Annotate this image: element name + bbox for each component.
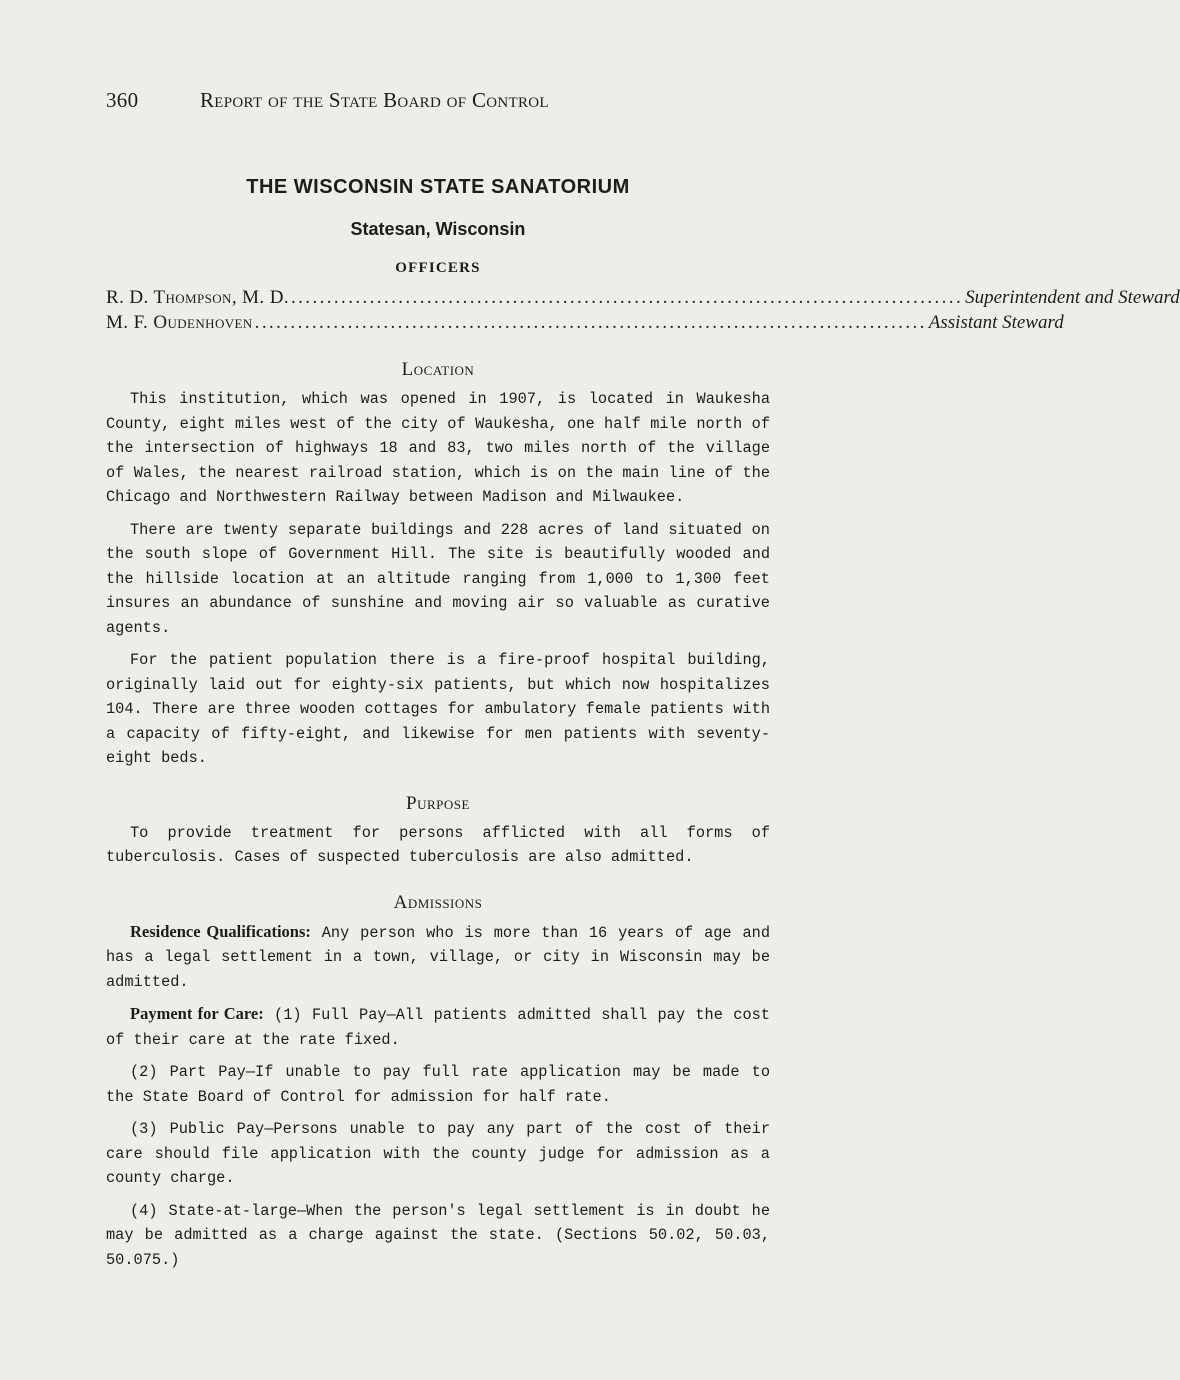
location-paragraph: This institution, which was opened in 1907, is located in Waukesha County, eight miles west of the city of Waukesha, one half mile north of the intersection of highways 18 and 83, two miles north of the village of Wales, the nearest railroad station, which is on the main line of the Chicago and Northwestern Railway between Madison and Milwaukee. xyxy=(106,390,770,506)
officer-title: Superintendent and Steward xyxy=(965,287,1180,308)
residence-text: Any person who is more than 16 years of age and has a legal settlement in a town, village, or city in Wisconsin may be admitted. xyxy=(106,923,771,991)
officers-heading: OFFICERS xyxy=(395,260,481,276)
purpose-heading: Purpose xyxy=(406,792,470,814)
admission-item: (2) Part Pay—If unable to pay full rate application may be made to the State Board of Control for admission for half rate. xyxy=(106,1063,770,1106)
payment-text: (1) Full Pay—All patients admitted shall pay the cost of their care at the rate fixed. xyxy=(106,1006,770,1049)
document-title: THE WISCONSIN STATE SANATORIUM xyxy=(246,176,630,198)
payment-label: Payment for Care: xyxy=(130,1004,264,1023)
officer-row xyxy=(106,285,1180,310)
location-paragraph: There are twenty separate buildings and 228 acres of land situated on the south slope of Government Hill. The site is beautifully wooded and the hillside location at an altitude ranging from 1,000 to 1,300 feet insures an abundance of sunshine and moving air so valuable as curative agents. xyxy=(106,520,770,637)
officer-name: R. D. Thompson, M. D. xyxy=(106,287,289,308)
location-heading: Location xyxy=(401,359,475,380)
document-subtitle: Statesan, Wisconsin xyxy=(350,219,526,239)
admission-item: (4) State-at-large—When the person's legal settlement is in doubt he may be admitted as a charge against the state. (Sections 50.02, 50.03, 50.075.) xyxy=(106,1201,770,1269)
residence-paragraph xyxy=(106,920,770,995)
officer-name: M. F. Oudenhoven xyxy=(106,312,253,333)
admission-item: (3) Public Pay—Persons unable to pay any part of the cost of their care should file application with the county judge for admission as a county charge. xyxy=(106,1120,770,1187)
page-number: 360 xyxy=(106,88,139,112)
location-paragraph: For the patient population there is a fire-proof hospital building, originally laid out for eighty-six patients, but which now hospitalizes 104. There are three wooden cottages for ambulatory female patients with a capacity of fifty-eight, and likewise for men patients with seventy-eight beds. xyxy=(106,651,770,767)
running-head-title: Report of the State Board of Control xyxy=(200,88,549,112)
purpose-paragraph: To provide treatment for persons afflicted with all forms of tuberculosis. Cases of suspected tuberculosis are also admitted. xyxy=(106,823,770,866)
payment-paragraph xyxy=(106,1002,770,1052)
officer-title: Assistant Steward xyxy=(928,312,1064,333)
running-head xyxy=(106,88,770,122)
document-page xyxy=(106,88,1180,1280)
dot-leader: .............................................................................................. xyxy=(254,312,927,333)
officer-row xyxy=(106,310,1064,335)
officers-list xyxy=(106,285,1180,335)
admissions-heading: Admissions xyxy=(393,891,483,913)
residence-label: Residence Qualifications: xyxy=(130,921,311,941)
dot-leader: .............................................................................................. xyxy=(291,287,964,308)
